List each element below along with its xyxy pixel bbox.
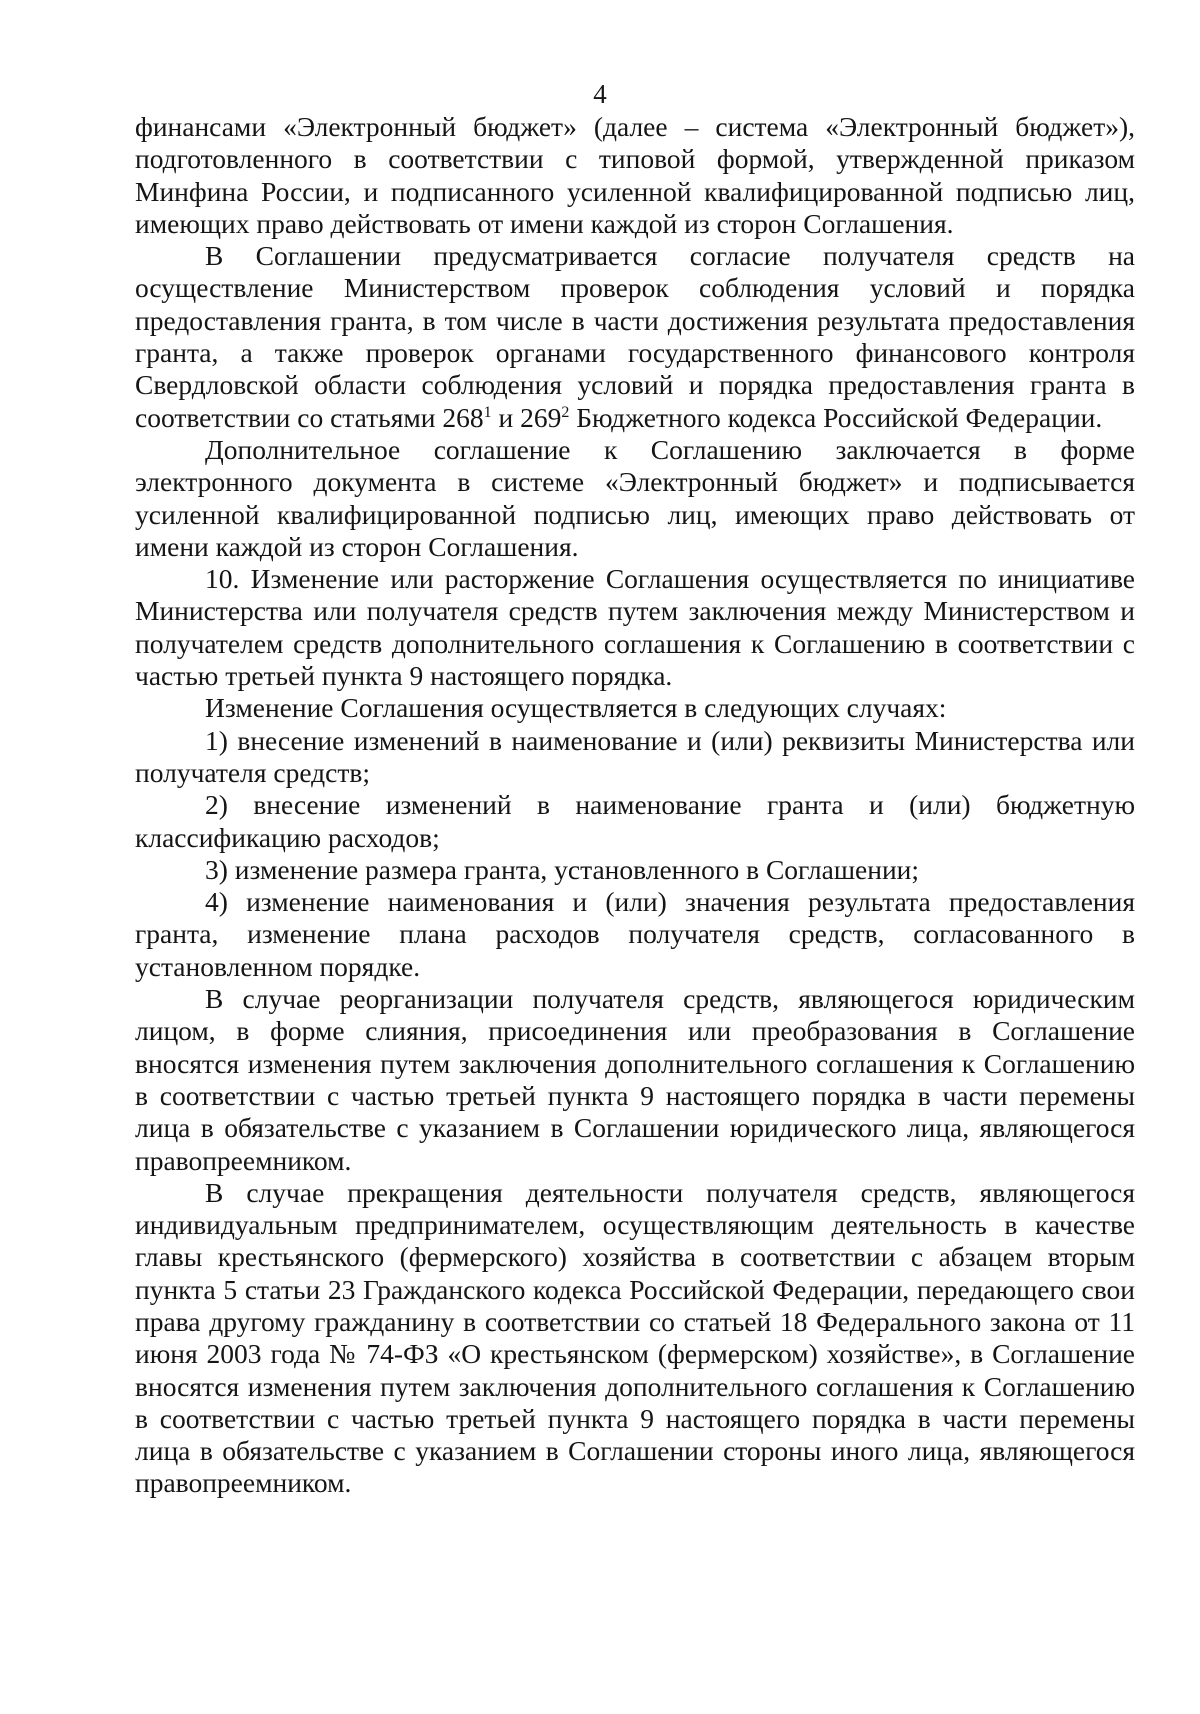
paragraph-additional-agreement: Дополнительное соглашение к Соглашению заключается в форме электронного документа в системе «Электронный бюджет» и подписывается усиленной квалифицированной подписью лиц, имеющих право действовать от имени каждой из сторон Соглашения. bbox=[135, 433, 1135, 562]
list-item-1: 1) внесение изменений в наименование и (или) реквизиты Министерства или получателя средств; bbox=[135, 724, 1135, 788]
document-body bbox=[135, 111, 1135, 1500]
paragraph-inspections-text-c: Бюджетного кодекса Российской Федерации. bbox=[569, 401, 1103, 433]
superscript-2: 2 bbox=[561, 403, 570, 421]
paragraph-inspections-text-b: и 269 bbox=[491, 401, 562, 433]
superscript-1: 1 bbox=[483, 403, 492, 421]
paragraph-item-10: 10. Изменение или расторжение Соглашения осуществляется по инициативе Министерства или получателя средств путем заключения между Министерством и получателем средств дополнительного соглашения к Соглашению в соответствии с частью третьей пункта 9 настоящего порядка. bbox=[135, 563, 1135, 692]
paragraph-reorganization: В случае реорганизации получателя средств, являющегося юридическим лицом, в форме слияния, присоединения или преобразования в Соглашение вносятся изменения путем заключения дополнительного соглашения к Соглашению в соответствии с частью третьей пункта 9 настоящего порядка в части перемены лица в обязательстве с указанием в Соглашении юридического лица, являющегося правопреемником. bbox=[135, 983, 1135, 1176]
paragraph-change-cases-intro: Изменение Соглашения осуществляется в следующих случаях: bbox=[205, 692, 947, 724]
paragraph-continuation: финансами «Электронный бюджет» (далее – система «Электронный бюджет»), подготовленного в соответствии с типовой формой, утвержденной приказом Минфина России, и подписанного усиленной квалифицированной подписью лиц, имеющих право действовать от имени каждой из сторон Соглашения. bbox=[135, 111, 1135, 239]
paragraph-inspections-text-a: В Соглашении предусматривается согласие получателя средств на осуществление Министерством проверок соблюдения условий и порядка предоставления гранта, в том числе в части достижения результата предоставления гранта, а также проверок органами государственного финансового контроля Свердловской области соблюдения условий и порядка предоставления гранта в соответствии со статьями 268 bbox=[135, 240, 1135, 433]
list-item-4: 4) изменение наименования и (или) значения результата предоставления гранта, изменение плана расходов получателя средств, согласованного в установленном порядке. bbox=[135, 886, 1135, 982]
paragraph-inspections-consent bbox=[135, 240, 1135, 434]
page-number: 4 bbox=[593, 79, 607, 109]
list-item-3: 3) изменение размера гранта, установленного в Соглашении; bbox=[205, 853, 920, 885]
paragraph-termination: В случае прекращения деятельности получателя средств, являющегося индивидуальным предпринимателем, осуществляющим деятельность в качестве главы крестьянского (фермерского) хозяйства в соответствии с абзацем вторым пункта 5 статьи 23 Гражданского кодекса Российской Федерации, передающего свои права другому гражданину в соответствии со статьей 18 Федерального закона от 11 июня 2003 года № 74-ФЗ «О крестьянском (фермерском) хозяйстве», в Соглашение вносятся изменения путем заключения дополнительного соглашения к Соглашению в соответствии с частью третьей пункта 9 настоящего порядка в части перемены лица в обязательстве с указанием в Соглашении стороны иного лица, являющегося правопреемником. bbox=[135, 1176, 1135, 1499]
list-item-2: 2) внесение изменений в наименование гранта и (или) бюджетную классификацию расходов; bbox=[135, 789, 1135, 853]
